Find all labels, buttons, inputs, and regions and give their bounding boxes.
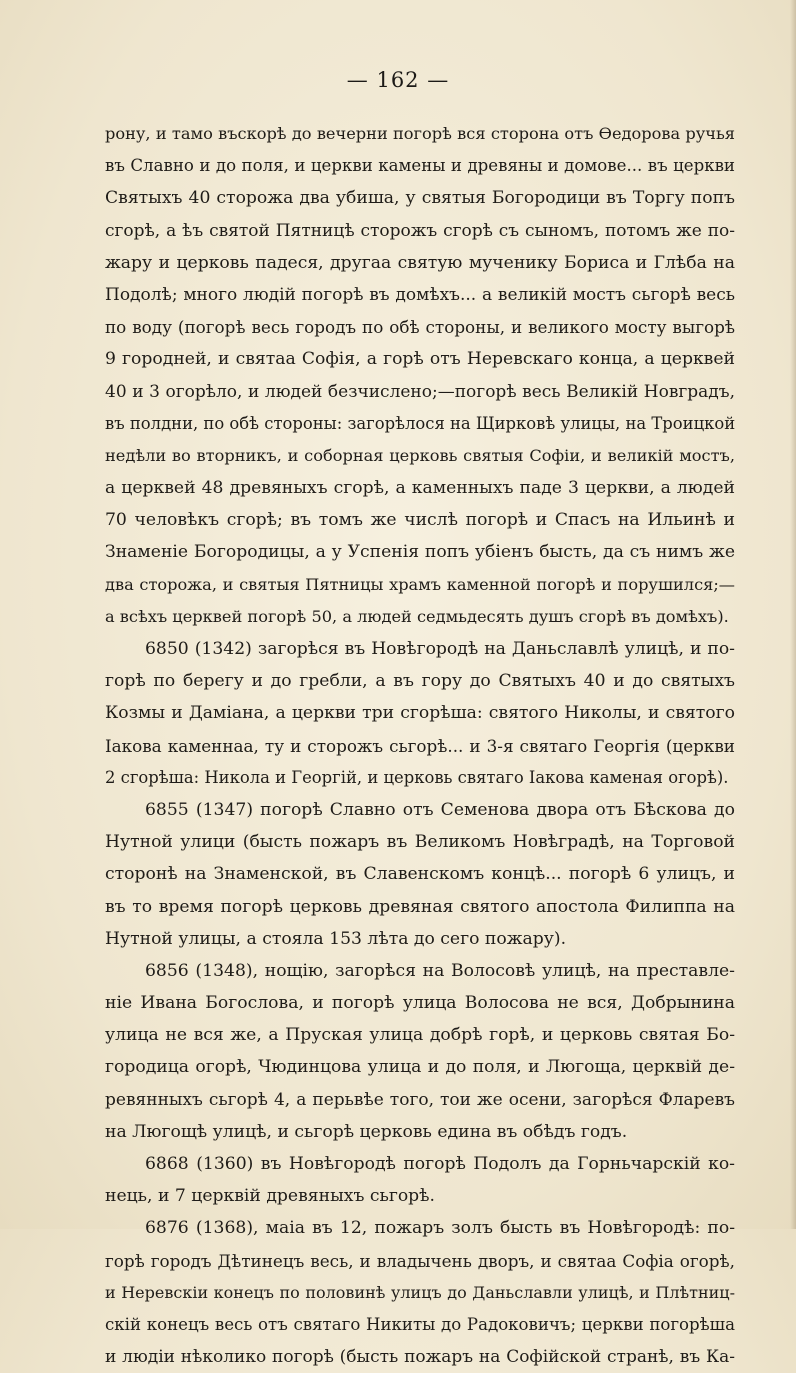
text-line: и людіи нѣколико погорѣ (бысть пожаръ на Софійской странѣ, въ Ка- xyxy=(105,1347,735,1368)
text-line: недѣли во вторникъ, и соборная церковь святыя Софіи, и великій мостъ, xyxy=(105,445,735,465)
text-line: а всѣхъ церквей погорѣ 50, а людей седмьдесять душъ сгорѣ въ домѣхъ). xyxy=(105,606,729,626)
text-line: Подолѣ; много людій погорѣ въ домѣхъ... а великій мостъ сьгорѣ весь xyxy=(105,284,735,305)
text-line: 70 человѣкъ сгорѣ; въ томъ же числѣ погорѣ и Спасъ на Ильинѣ и xyxy=(105,510,735,531)
text-line: 6876 (1368), маіа въ 12, пожаръ золъ бысть въ Новѣгородѣ: по- xyxy=(145,1218,735,1239)
text-line: улица не вся же, а Пруская улица добрѣ горѣ, и церковь святая Бо- xyxy=(105,1025,735,1046)
text-line: Святыхъ 40 сторожа два убиша, у святыя Богородици въ Торгу попъ xyxy=(105,188,735,209)
text-line: жару и церковь падеся, другаа святую мученику Бориса и Глѣба на xyxy=(105,252,735,273)
text-line: 6850 (1342) загорѣся въ Новѣгородѣ на Даньславлѣ улицѣ, и по- xyxy=(145,639,735,659)
text-line: Іакова каменнаа, ту и сторожъ сьгорѣ... и 3-я святаго Георгія (церкви xyxy=(105,735,735,756)
text-line: ніе Ивана Богослова, и погорѣ улица Волосова не вся, Добрынина xyxy=(105,993,735,1014)
text-line: 40 и 3 огорѣло, и людей безчислено;—погорѣ весь Великій Новградъ, xyxy=(105,381,735,402)
text-line: а церквей 48 древяныхъ сгорѣ, а каменныхъ паде 3 церкви, а людей xyxy=(105,478,735,499)
text-line: сгорѣ, а ѣъ святой Пятницѣ сторожъ сгорѣ съ сыномъ, потомъ же по- xyxy=(105,220,735,241)
text-line: и Неревскіи конецъ по половинѣ улицъ до Даньславли улицѣ, и Плѣтниц- xyxy=(105,1282,735,1302)
text-line: Нутной улици (бысть пожаръ въ Великомъ Новѣградѣ, на Торговой xyxy=(105,832,735,853)
text-line: сторонѣ на Знаменской, въ Славенскомъ концѣ... погорѣ 6 улицъ, и xyxy=(105,864,735,885)
text-line: нець, и 7 церквій древяныхъ сьгорѣ. xyxy=(105,1186,436,1207)
text-line: на Люгощѣ улицѣ, и сьгорѣ церковь едина въ обѣдъ годъ. xyxy=(105,1121,628,1142)
text-line: 6855 (1347) погорѣ Славно отъ Семенова двора отъ Бѣскова до xyxy=(145,799,735,820)
text-line: 9 городней, и святаа Софія, а горѣ отъ Неревскаго конца, а церквей xyxy=(105,349,735,370)
text-line: по воду (погорѣ весь городъ по обѣ стороны, и великого мосту выгорѣ xyxy=(105,317,735,338)
text-line: городица огорѣ, Чюдинцова улица и до поля, и Люгоща, церквій де- xyxy=(105,1057,735,1078)
text-line: въ то время погорѣ церковь древяная святого апостола Филиппа на xyxy=(105,896,735,917)
text-line: горѣ по берегу и до гребли, а въ гору до Святыхъ 40 и до святыхъ xyxy=(105,671,735,692)
text-line: Нутной улицы, а стояла 153 лѣта до сего пожару). xyxy=(105,928,567,949)
text-line: Знаменіе Богородицы, а у Успенія попъ убіенъ бысть, да съ нимъ же xyxy=(105,542,735,563)
page-edge-shadow xyxy=(790,0,796,1229)
page-number: — 162 — xyxy=(346,68,450,92)
text-line: горѣ городъ Дѣтинецъ весь, и владычень дворъ, и святаа Софіа огорѣ, xyxy=(105,1250,735,1271)
text-line: въ полдни, по обѣ стороны: загорѣлося на Щирковѣ улицы, на Троицкой xyxy=(105,413,735,433)
text-line: рону, и тамо въскорѣ до вечерни погорѣ вся сторона отъ Ѳедорова ручья xyxy=(105,124,735,143)
text-line: два сторожа, и святыя Пятницы храмъ каменной погорѣ и порушился;— xyxy=(105,574,735,594)
text-line: ревянныхъ сьгорѣ 4, а перьвѣе того, тои же осени, загорѣся Фларевъ xyxy=(105,1089,735,1110)
text-line: 6856 (1348), нощію, загорѣся на Волосовѣ улицѣ, на преставле- xyxy=(145,960,735,981)
text-line: Козмы и Даміана, а церкви три сгорѣша: святого Николы, и святого xyxy=(105,703,735,724)
body-text xyxy=(105,118,735,1373)
text-line: скій конецъ весь отъ святаго Никиты до Радоковичъ; церкви погорѣша xyxy=(105,1314,735,1334)
text-line: 2 сгорѣша: Никола и Георгій, и церковь святаго Іакова каменая огорѣ). xyxy=(105,767,729,787)
text-line: 6868 (1360) въ Новѣгородѣ погорѣ Подолъ да Горньчарскій ко- xyxy=(145,1154,735,1174)
text-line: въ Славно и до поля, и церкви камены и древяны и домове... въ церкви xyxy=(105,156,735,176)
